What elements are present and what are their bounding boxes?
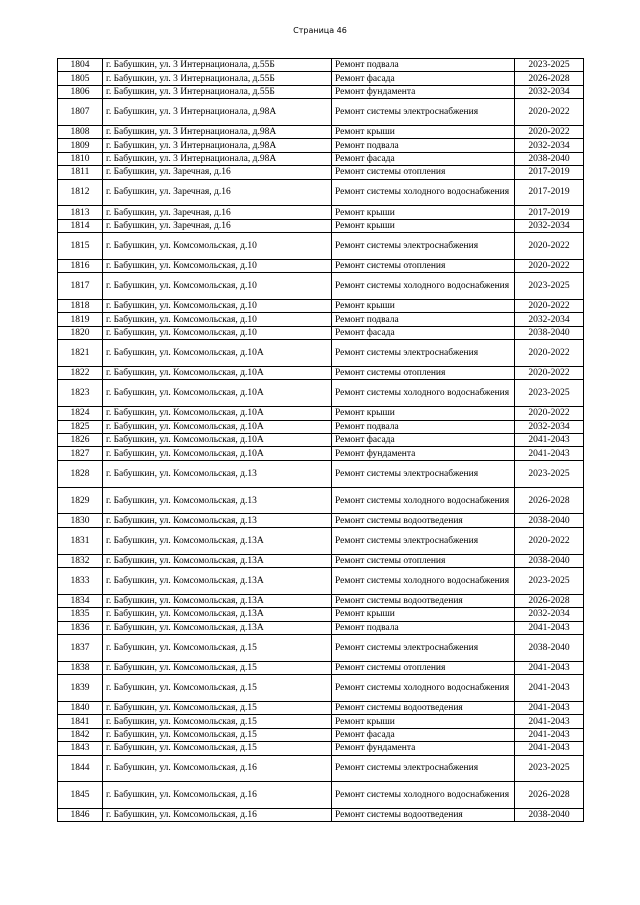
- period-cell: 2023-2025: [515, 755, 584, 782]
- address-cell: г. Бабушкин, ул. Комсомольская, д.10: [103, 259, 332, 272]
- period-cell: 2032-2034: [515, 139, 584, 152]
- work-type-cell: Ремонт системы холодного водоснабжения: [332, 487, 515, 514]
- period-cell: 2041-2043: [515, 715, 584, 728]
- address-cell: г. Бабушкин, ул. Комсомольская, д.13А: [103, 621, 332, 634]
- work-type-cell: Ремонт системы водоотведения: [332, 701, 515, 714]
- period-cell: 2032-2034: [515, 219, 584, 232]
- work-type-cell: Ремонт системы электроснабжения: [332, 755, 515, 782]
- table-row: [58, 728, 584, 741]
- table-row: [58, 72, 584, 85]
- row-number-cell: 1845: [58, 782, 103, 809]
- row-number-cell: 1843: [58, 742, 103, 755]
- work-type-cell: Ремонт подвала: [332, 59, 515, 72]
- table-row: [58, 634, 584, 661]
- address-cell: г. Бабушкин, ул. Заречная, д.16: [103, 219, 332, 232]
- period-cell: 2023-2025: [515, 380, 584, 407]
- address-cell: г. Бабушкин, ул. Комсомольская, д.10А: [103, 420, 332, 433]
- period-cell: 2026-2028: [515, 594, 584, 607]
- address-cell: г. Бабушкин, ул. Заречная, д.16: [103, 179, 332, 206]
- table-row: [58, 259, 584, 272]
- period-cell: 2026-2028: [515, 487, 584, 514]
- work-type-cell: Ремонт крыши: [332, 715, 515, 728]
- table-row: [58, 514, 584, 527]
- period-cell: 2038-2040: [515, 554, 584, 567]
- period-cell: 2020-2022: [515, 99, 584, 126]
- row-number-cell: 1809: [58, 139, 103, 152]
- table-row: [58, 594, 584, 607]
- period-cell: 2041-2043: [515, 701, 584, 714]
- address-cell: г. Бабушкин, ул. 3 Интернационала, д.98А: [103, 152, 332, 165]
- table-row: [58, 809, 584, 822]
- period-cell: 2038-2040: [515, 326, 584, 339]
- work-type-cell: Ремонт системы холодного водоснабжения: [332, 675, 515, 702]
- work-type-cell: Ремонт системы электроснабжения: [332, 460, 515, 487]
- work-type-cell: Ремонт системы водоотведения: [332, 594, 515, 607]
- address-cell: г. Бабушкин, ул. Комсомольская, д.10: [103, 313, 332, 326]
- work-type-cell: Ремонт фасада: [332, 152, 515, 165]
- row-number-cell: 1832: [58, 554, 103, 567]
- table-row: [58, 380, 584, 407]
- address-cell: г. Бабушкин, ул. Комсомольская, д.13А: [103, 567, 332, 594]
- table-row: [58, 139, 584, 152]
- table-row: [58, 166, 584, 179]
- work-type-cell: Ремонт системы холодного водоснабжения: [332, 567, 515, 594]
- address-cell: г. Бабушкин, ул. Комсомольская, д.10А: [103, 380, 332, 407]
- records-table-body: [58, 59, 584, 822]
- address-cell: г. Бабушкин, ул. 3 Интернационала, д.98А: [103, 125, 332, 138]
- work-type-cell: Ремонт подвала: [332, 621, 515, 634]
- row-number-cell: 1818: [58, 300, 103, 313]
- table-row: [58, 782, 584, 809]
- period-cell: 2038-2040: [515, 634, 584, 661]
- address-cell: г. Бабушкин, ул. 3 Интернационала, д.98А: [103, 99, 332, 126]
- table-row: [58, 755, 584, 782]
- row-number-cell: 1830: [58, 514, 103, 527]
- row-number-cell: 1831: [58, 527, 103, 554]
- row-number-cell: 1812: [58, 179, 103, 206]
- table-row: [58, 715, 584, 728]
- table-row: [58, 742, 584, 755]
- address-cell: г. Бабушкин, ул. Комсомольская, д.15: [103, 661, 332, 674]
- address-cell: г. Бабушкин, ул. 3 Интернационала, д.55Б: [103, 59, 332, 72]
- row-number-cell: 1822: [58, 367, 103, 380]
- work-type-cell: Ремонт крыши: [332, 206, 515, 219]
- table-row: [58, 233, 584, 260]
- row-number-cell: 1842: [58, 728, 103, 741]
- period-cell: 2023-2025: [515, 59, 584, 72]
- address-cell: г. Бабушкин, ул. Комсомольская, д.10: [103, 273, 332, 300]
- address-cell: г. Бабушкин, ул. Комсомольская, д.10А: [103, 340, 332, 367]
- period-cell: 2020-2022: [515, 367, 584, 380]
- address-cell: г. Бабушкин, ул. Комсомольская, д.15: [103, 701, 332, 714]
- period-cell: 2017-2019: [515, 206, 584, 219]
- work-type-cell: Ремонт системы холодного водоснабжения: [332, 380, 515, 407]
- period-cell: 2020-2022: [515, 527, 584, 554]
- work-type-cell: Ремонт крыши: [332, 407, 515, 420]
- table-row: [58, 621, 584, 634]
- address-cell: г. Бабушкин, ул. 3 Интернационала, д.55Б: [103, 85, 332, 98]
- address-cell: г. Бабушкин, ул. Комсомольская, д.13: [103, 460, 332, 487]
- row-number-cell: 1839: [58, 675, 103, 702]
- address-cell: г. Бабушкин, ул. Комсомольская, д.13: [103, 487, 332, 514]
- address-cell: г. Бабушкин, ул. Комсомольская, д.10А: [103, 367, 332, 380]
- row-number-cell: 1841: [58, 715, 103, 728]
- row-number-cell: 1836: [58, 621, 103, 634]
- row-number-cell: 1829: [58, 487, 103, 514]
- address-cell: г. Бабушкин, ул. Комсомольская, д.15: [103, 634, 332, 661]
- period-cell: 2041-2043: [515, 728, 584, 741]
- period-cell: 2020-2022: [515, 125, 584, 138]
- table-row: [58, 273, 584, 300]
- row-number-cell: 1807: [58, 99, 103, 126]
- row-number-cell: 1811: [58, 166, 103, 179]
- period-cell: 2038-2040: [515, 152, 584, 165]
- work-type-cell: Ремонт фасада: [332, 72, 515, 85]
- work-type-cell: Ремонт фундамента: [332, 85, 515, 98]
- work-type-cell: Ремонт подвала: [332, 139, 515, 152]
- work-type-cell: Ремонт крыши: [332, 125, 515, 138]
- row-number-cell: 1824: [58, 407, 103, 420]
- row-number-cell: 1833: [58, 567, 103, 594]
- row-number-cell: 1819: [58, 313, 103, 326]
- work-type-cell: Ремонт фундамента: [332, 742, 515, 755]
- work-type-cell: Ремонт системы электроснабжения: [332, 233, 515, 260]
- row-number-cell: 1816: [58, 259, 103, 272]
- row-number-cell: 1834: [58, 594, 103, 607]
- work-type-cell: Ремонт системы водоотведения: [332, 514, 515, 527]
- table-row: [58, 85, 584, 98]
- table-row: [58, 340, 584, 367]
- period-cell: 2020-2022: [515, 259, 584, 272]
- work-type-cell: Ремонт крыши: [332, 300, 515, 313]
- address-cell: г. Бабушкин, ул. 3 Интернационала, д.98А: [103, 139, 332, 152]
- address-cell: г. Бабушкин, ул. Заречная, д.16: [103, 166, 332, 179]
- page-header: Страница 46: [293, 26, 347, 35]
- row-number-cell: 1840: [58, 701, 103, 714]
- work-type-cell: Ремонт системы электроснабжения: [332, 634, 515, 661]
- records-table: [57, 58, 584, 822]
- address-cell: г. Бабушкин, ул. Комсомольская, д.10А: [103, 407, 332, 420]
- address-cell: г. Бабушкин, ул. Заречная, д.16: [103, 206, 332, 219]
- work-type-cell: Ремонт системы электроснабжения: [332, 527, 515, 554]
- work-type-cell: Ремонт крыши: [332, 219, 515, 232]
- period-cell: 2020-2022: [515, 340, 584, 367]
- address-cell: г. Бабушкин, ул. Комсомольская, д.13: [103, 514, 332, 527]
- address-cell: г. Бабушкин, ул. Комсомольская, д.10А: [103, 434, 332, 447]
- work-type-cell: Ремонт подвала: [332, 420, 515, 433]
- period-cell: 2017-2019: [515, 179, 584, 206]
- row-number-cell: 1846: [58, 809, 103, 822]
- address-cell: г. Бабушкин, ул. 3 Интернационала, д.55Б: [103, 72, 332, 85]
- row-number-cell: 1817: [58, 273, 103, 300]
- row-number-cell: 1805: [58, 72, 103, 85]
- period-cell: 2026-2028: [515, 782, 584, 809]
- period-cell: 2041-2043: [515, 621, 584, 634]
- work-type-cell: Ремонт фундамента: [332, 447, 515, 460]
- address-cell: г. Бабушкин, ул. Комсомольская, д.15: [103, 715, 332, 728]
- period-cell: 2041-2043: [515, 742, 584, 755]
- period-cell: 2020-2022: [515, 300, 584, 313]
- period-cell: 2041-2043: [515, 661, 584, 674]
- period-cell: 2041-2043: [515, 675, 584, 702]
- work-type-cell: Ремонт системы отопления: [332, 554, 515, 567]
- row-number-cell: 1837: [58, 634, 103, 661]
- period-cell: 2032-2034: [515, 313, 584, 326]
- work-type-cell: Ремонт системы отопления: [332, 166, 515, 179]
- row-number-cell: 1827: [58, 447, 103, 460]
- period-cell: 2041-2043: [515, 434, 584, 447]
- address-cell: г. Бабушкин, ул. Комсомольская, д.16: [103, 809, 332, 822]
- row-number-cell: 1825: [58, 420, 103, 433]
- address-cell: г. Бабушкин, ул. Комсомольская, д.15: [103, 675, 332, 702]
- row-number-cell: 1844: [58, 755, 103, 782]
- table-row: [58, 420, 584, 433]
- period-cell: 2032-2034: [515, 85, 584, 98]
- table-row: [58, 219, 584, 232]
- table-row: [58, 313, 584, 326]
- address-cell: г. Бабушкин, ул. Комсомольская, д.10: [103, 300, 332, 313]
- period-cell: 2017-2019: [515, 166, 584, 179]
- period-cell: 2038-2040: [515, 514, 584, 527]
- table-row: [58, 326, 584, 339]
- row-number-cell: 1821: [58, 340, 103, 367]
- row-number-cell: 1826: [58, 434, 103, 447]
- table-row: [58, 179, 584, 206]
- table-row: [58, 460, 584, 487]
- period-cell: 2020-2022: [515, 407, 584, 420]
- address-cell: г. Бабушкин, ул. Комсомольская, д.15: [103, 742, 332, 755]
- address-cell: г. Бабушкин, ул. Комсомольская, д.13А: [103, 594, 332, 607]
- period-cell: 2026-2028: [515, 72, 584, 85]
- address-cell: г. Бабушкин, ул. Комсомольская, д.13А: [103, 608, 332, 621]
- table-row: [58, 407, 584, 420]
- row-number-cell: 1838: [58, 661, 103, 674]
- row-number-cell: 1828: [58, 460, 103, 487]
- work-type-cell: Ремонт системы холодного водоснабжения: [332, 273, 515, 300]
- period-cell: 2038-2040: [515, 809, 584, 822]
- row-number-cell: 1814: [58, 219, 103, 232]
- work-type-cell: Ремонт системы водоотведения: [332, 809, 515, 822]
- work-type-cell: Ремонт системы электроснабжения: [332, 340, 515, 367]
- address-cell: г. Бабушкин, ул. Комсомольская, д.10А: [103, 447, 332, 460]
- row-number-cell: 1823: [58, 380, 103, 407]
- address-cell: г. Бабушкин, ул. Комсомольская, д.13А: [103, 527, 332, 554]
- period-cell: 2032-2034: [515, 420, 584, 433]
- work-type-cell: Ремонт системы холодного водоснабжения: [332, 179, 515, 206]
- row-number-cell: 1804: [58, 59, 103, 72]
- address-cell: г. Бабушкин, ул. Комсомольская, д.10: [103, 326, 332, 339]
- table-row: [58, 99, 584, 126]
- table-row: [58, 701, 584, 714]
- period-cell: 2023-2025: [515, 273, 584, 300]
- table-row: [58, 527, 584, 554]
- row-number-cell: 1835: [58, 608, 103, 621]
- address-cell: г. Бабушкин, ул. Комсомольская, д.15: [103, 728, 332, 741]
- work-type-cell: Ремонт фасада: [332, 326, 515, 339]
- address-cell: г. Бабушкин, ул. Комсомольская, д.16: [103, 755, 332, 782]
- work-type-cell: Ремонт системы электроснабжения: [332, 99, 515, 126]
- table-row: [58, 661, 584, 674]
- table-row: [58, 675, 584, 702]
- work-type-cell: Ремонт системы отопления: [332, 367, 515, 380]
- table-row: [58, 567, 584, 594]
- period-cell: 2020-2022: [515, 233, 584, 260]
- row-number-cell: 1808: [58, 125, 103, 138]
- work-type-cell: Ремонт фасада: [332, 434, 515, 447]
- row-number-cell: 1815: [58, 233, 103, 260]
- table-row: [58, 125, 584, 138]
- row-number-cell: 1820: [58, 326, 103, 339]
- table-row: [58, 554, 584, 567]
- address-cell: г. Бабушкин, ул. Комсомольская, д.10: [103, 233, 332, 260]
- period-cell: 2041-2043: [515, 447, 584, 460]
- table-row: [58, 152, 584, 165]
- table-row: [58, 206, 584, 219]
- row-number-cell: 1810: [58, 152, 103, 165]
- work-type-cell: Ремонт системы отопления: [332, 259, 515, 272]
- row-number-cell: 1806: [58, 85, 103, 98]
- period-cell: 2023-2025: [515, 460, 584, 487]
- work-type-cell: Ремонт крыши: [332, 608, 515, 621]
- work-type-cell: Ремонт системы отопления: [332, 661, 515, 674]
- table-row: [58, 608, 584, 621]
- work-type-cell: Ремонт системы холодного водоснабжения: [332, 782, 515, 809]
- table-row: [58, 434, 584, 447]
- address-cell: г. Бабушкин, ул. Комсомольская, д.16: [103, 782, 332, 809]
- table-row: [58, 300, 584, 313]
- period-cell: 2032-2034: [515, 608, 584, 621]
- table-row: [58, 487, 584, 514]
- table-row: [58, 447, 584, 460]
- row-number-cell: 1813: [58, 206, 103, 219]
- address-cell: г. Бабушкин, ул. Комсомольская, д.13А: [103, 554, 332, 567]
- work-type-cell: Ремонт фасада: [332, 728, 515, 741]
- work-type-cell: Ремонт подвала: [332, 313, 515, 326]
- period-cell: 2023-2025: [515, 567, 584, 594]
- table-row: [58, 59, 584, 72]
- table-row: [58, 367, 584, 380]
